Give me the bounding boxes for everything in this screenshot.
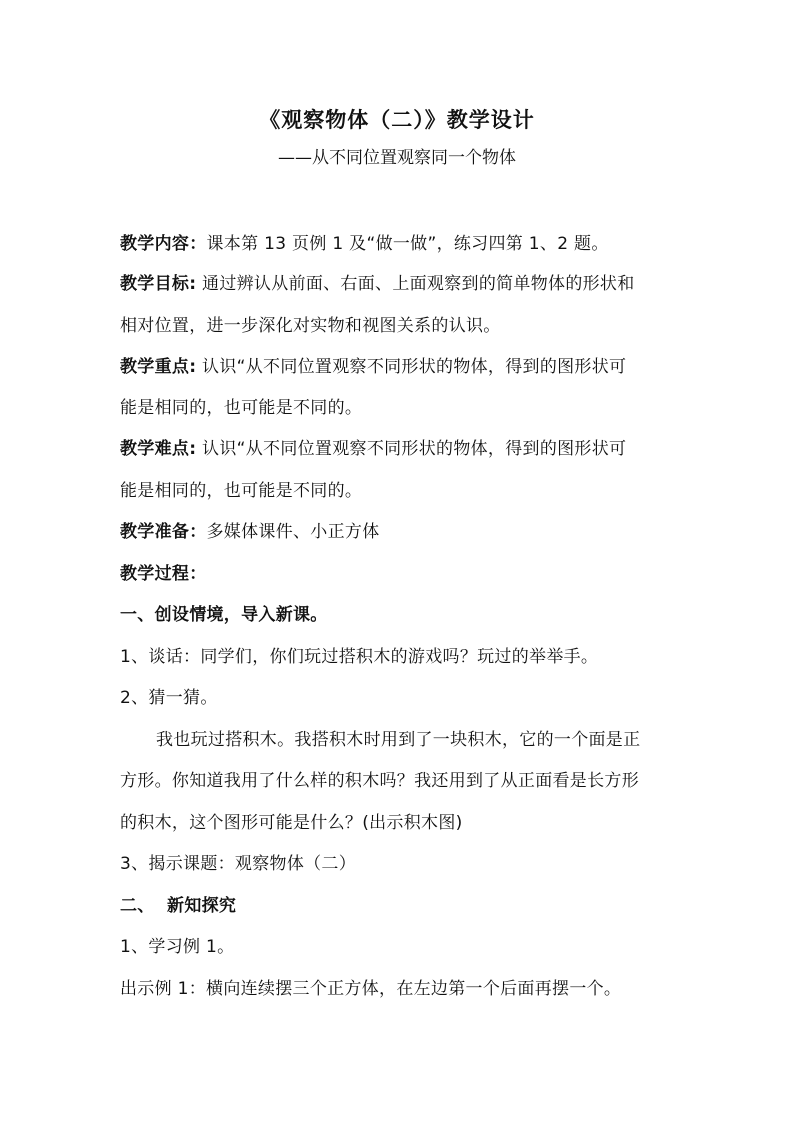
- process-label: 教学过程：: [120, 564, 207, 584]
- preparation-line: [120, 520, 680, 544]
- section1-item-1: 1、谈话：同学们，你们玩过搭积木的游戏吗？玩过的举举手。: [120, 647, 599, 667]
- section2-example-line: 出示例 1：横向连续摆三个正方体，在左边第一个后面再摆一个。: [120, 979, 622, 999]
- content-label: 教学内容：: [120, 234, 207, 254]
- section1-item-2: 2、猜一猜。: [120, 688, 218, 708]
- difficulty-text-1: 认识“从不同位置观察不同形状的物体，得到的图形状可: [196, 439, 627, 459]
- key-point-line-1: [120, 355, 680, 379]
- section1-item-3: 3、揭示课题：观察物体（二）: [120, 854, 357, 874]
- key-point-line-2: 能是相同的，也可能是不同的。: [120, 398, 363, 418]
- document-subtitle: ——从不同位置观察同一个物体: [278, 148, 516, 168]
- section2-heading: 二、 新知探究: [120, 896, 237, 916]
- content-line: [120, 232, 680, 256]
- section1-heading: 一、创设情境，导入新课。: [120, 605, 328, 625]
- document-title: 《观察物体（二）》教学设计: [259, 108, 535, 132]
- goal-line-2: 相对位置，进一步深化对实物和视图关系的认识。: [120, 316, 501, 336]
- goal-text-1: 通过辨认从前面、右面、上面观察到的简单物体的形状和: [196, 274, 635, 294]
- goal-label: 教学目标:: [120, 274, 197, 294]
- content-text: 课本第 13 页例 1 及“做一做”，练习四第 1、2 题。: [206, 234, 609, 254]
- goal-line-1: [120, 272, 680, 296]
- section1-paragraph-line-1: 我也玩过搭积木。我搭积木时用到了一块积木，它的一个面是正: [156, 730, 641, 750]
- key-point-label: 教学重点:: [120, 357, 197, 377]
- difficulty-line-2: 能是相同的，也可能是不同的。: [120, 481, 363, 501]
- section1-paragraph-line-3: 的积木，这个图形可能是什么？(出示积木图): [120, 813, 463, 833]
- preparation-label: 教学准备：: [120, 522, 207, 542]
- preparation-text: 多媒体课件、小正方体: [206, 522, 380, 542]
- key-point-text-1: 认识“从不同位置观察不同形状的物体，得到的图形状可: [196, 357, 627, 377]
- difficulty-label: 教学难点:: [120, 439, 197, 459]
- section1-paragraph-line-2: 方形。你知道我用了什么样的积木吗？我还用到了从正面看是长方形: [120, 771, 639, 791]
- section2-item-1: 1、学习例 1。: [120, 937, 235, 957]
- difficulty-line-1: [120, 437, 680, 461]
